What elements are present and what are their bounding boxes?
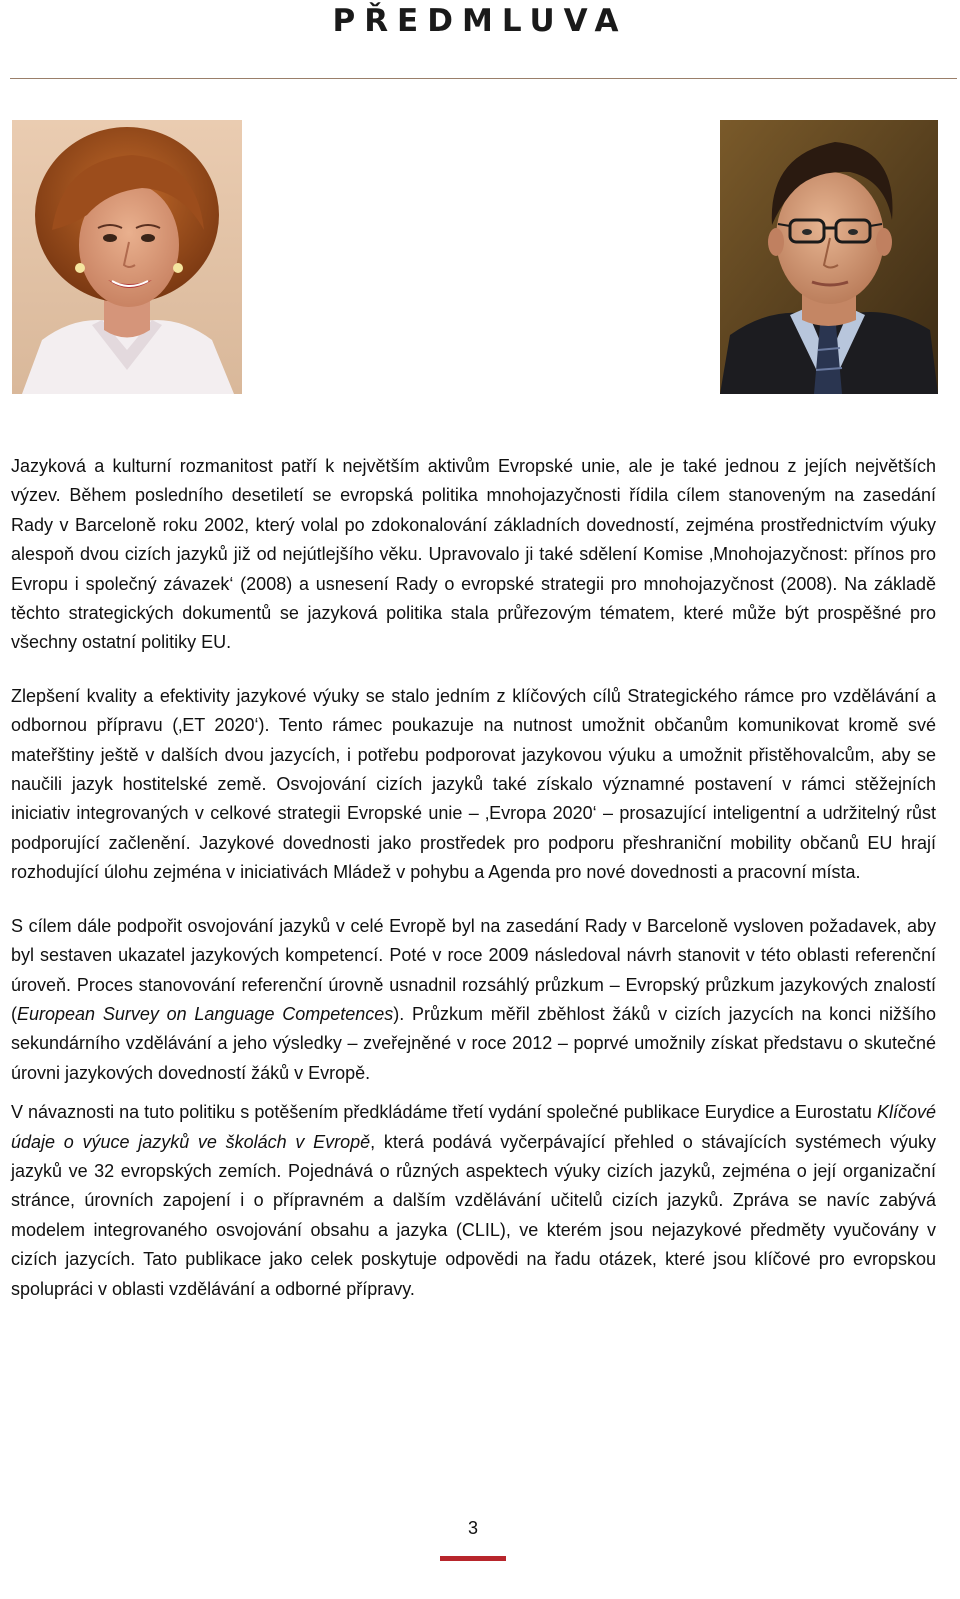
footer-accent-bar bbox=[440, 1556, 506, 1561]
portrait-man bbox=[720, 120, 938, 394]
survey-title-italic: European Survey on Language Competences bbox=[17, 1003, 394, 1024]
paragraph-3-text-end: ). Průzkum měřil zběhlost žáků v cizích jazycích na konci nižšího sekundárního vzdělávání a jeho výsledky – zveřejněné v roce 2012 – poprvé umožnily získat představu o skutečné úrovni jazykových dovedností žáků v Evropě. bbox=[11, 1003, 936, 1083]
paragraph-3-text-start: S cílem dále podpořit osvojování jazyků v celé Evropě byl na zasedání Rady v Barceloně vysloven požadavek, aby byl sestaven ukazatel jazykových kompetencí. Poté v roce 2009 následoval návrh stanovit v této oblasti referenční úroveň. Proces stanovování referenční úrovně usnadnil rozsáhlý průzkum – Evropský průzkum jazykových znalostí ( bbox=[11, 915, 936, 1024]
paragraph-1 bbox=[11, 452, 936, 658]
paragraph-2 bbox=[11, 682, 936, 888]
paragraph-4-text-start: V návaznosti na tuto politiku s potěšením předkládáme třetí vydání společné publikace Eurydice a Eurostatu bbox=[11, 1102, 877, 1123]
paragraph-2-text: Zlepšení kvality a efektivity jazykové výuky se stalo jedním z klíčových cílů Strategického rámce pro vzdělávání a odbornou přípravu (‚ET 2020‘). Tento rámec poukazuje na nutnost umožnit občanům komunikovat kromě své mateřštiny ještě v dalších dvou jazycích, i potřebu podporovat jazykovou výuku a umožnit přistěhovalcům, aby se naučili jazyk hostitelské země. Osvojování cizích jazyků také získalo významné postavení v rámci stěžejních iniciativ integrovaných v celkové strategii Evropské unie – ‚Evropa 2020‘ – prosazující inteligentní a udržitelný růst podporující začlenění. Jazykové dovednosti jako prostředek pro podporu přeshraniční mobility občanů EU hrají rozhodující úlohu zejména v iniciativách Mládež v pohybu a Agenda pro nové dovednosti a pracovní místa. bbox=[11, 685, 936, 883]
publication-title-italic: Klíčové údaje o výuce jazyků ve školách v Evropě bbox=[11, 1102, 936, 1152]
paragraph-4 bbox=[11, 1098, 936, 1304]
page-number: 3 bbox=[467, 1518, 478, 1538]
foreword-body bbox=[11, 452, 936, 1304]
paragraph-3 bbox=[11, 912, 936, 1088]
portrait-woman bbox=[12, 120, 242, 394]
page-title: PŘEDMLUVA bbox=[332, 3, 628, 39]
title-divider bbox=[10, 78, 957, 79]
paragraph-4-text-end: , která podává vyčerpávající přehled o stávajících systémech výuky jazyků ve 32 evropských zemích. Pojednává o různých aspektech výuky cizích jazyků, zejména o její organizační stránce, úrovních zapojení i o přípravném a dalším vzdělávání učitelů cizích jazyků. Zpráva se navíc zabývá modelem integrovaného osvojování obsahu a jazyka (CLIL), ve kterém jsou nejazykové předměty vyučovány v cizích jazycích. Tato publikace jako celek poskytuje odpovědi na řadu otázek, které jsou klíčové pro evropskou spolupráci v oblasti vzdělávání a odborné přípravy. bbox=[11, 1131, 936, 1299]
paragraph-1-text: Jazyková a kulturní rozmanitost patří k největším aktivům Evropské unie, ale je také jednou z jejích největších výzev. Během posledního desetiletí se evropská politika mnohojazyčnosti řídila cílem stanoveným na zasedání Rady v Barceloně roku 2002, který volal po zdokonalování základních dovedností, zejména prostřednictvím výuky alespoň dvou cizích jazyků již od nejútlejšího věku. Upravovalo ji také sdělení Komise ‚Mnohojazyčnost: přínos pro Evropu i společný závazek‘ (2008) a usnesení Rady o evropské strategii pro mnohojazyčnost (2008). Na základě těchto strategických dokumentů se jazyková politika stala průřezovým tématem, které může být prospěšné pro všechny ostatní politiky EU. bbox=[11, 456, 936, 653]
